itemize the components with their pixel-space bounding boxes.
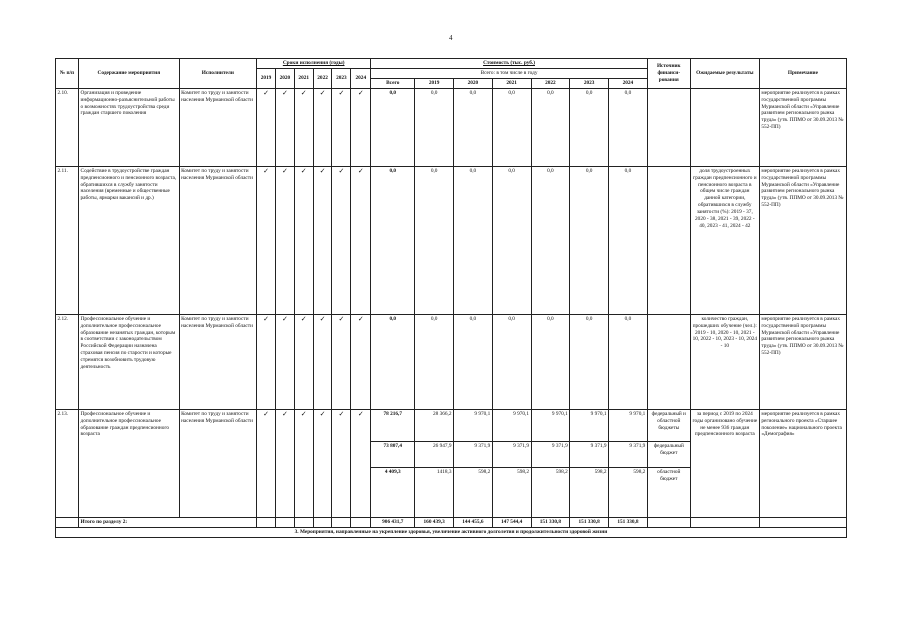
- row-result: доля трудоустроенных граждан предпенсионного и пенсионного возраста в общем числе граждан данной категории, обратившихся в службу занятости (%): 2019 - 37, 2020 - 38, 2021 - 39, 2022 - 40, 2023 - 41, 2024 - 42: [690, 166, 759, 314]
- cost-total: 78 216,7: [371, 409, 415, 441]
- header-total-incl: Всего: в том числе в году: [371, 68, 648, 78]
- cost-value: 9 970,1: [609, 409, 648, 441]
- table-row: [56, 166, 847, 314]
- cost-value: 0,0: [454, 314, 493, 409]
- cost-value: 0,0: [454, 88, 493, 166]
- header-notes: Примечание: [759, 59, 846, 89]
- cost-value: 26 947,9: [415, 441, 454, 467]
- cost-value: 0,0: [531, 314, 570, 409]
- check-mark: ✓: [351, 166, 371, 314]
- check-mark: ✓: [332, 314, 351, 409]
- cost-value: 0,0: [415, 166, 454, 314]
- cost-value: 598,2: [454, 467, 493, 517]
- row-content: Профессиональное обучение и дополнительное профессиональное образование незанятых граждан, которым в соответствии с законодательством Российской Федерации назначена страховая пенсия по старости и которые стремятся возобновить трудовую деятельность: [79, 314, 180, 409]
- header-cost-year: 2019: [415, 78, 454, 88]
- row-result: количество граждан, прошедших обучение (чел.): 2019 - 10, 2020 - 10, 2021 - 10, 2022 - 10, 2023 - 10, 2024 - 10: [690, 314, 759, 409]
- section-heading-row: [56, 527, 847, 537]
- header-cost-year: 2021: [492, 78, 531, 88]
- cost-value: 0,0: [609, 314, 648, 409]
- header-num: № п/п: [56, 59, 79, 89]
- check-mark: ✓: [257, 166, 276, 314]
- header-deadline-year: 2023: [332, 68, 351, 88]
- header-results: Ожидаемые результаты: [690, 59, 759, 89]
- total-sum: 906 431,7: [371, 517, 415, 527]
- row-source: [647, 166, 690, 314]
- check-mark: ✓: [275, 88, 294, 166]
- total-year: 151 330,8: [531, 517, 570, 527]
- cost-value: 598,2: [531, 467, 570, 517]
- row-source: [647, 314, 690, 409]
- row-executor: Комитет по труду и занятости населения Мурманской области: [179, 88, 257, 166]
- cost-value: 9 371,9: [492, 441, 531, 467]
- cost-value: 598,2: [492, 467, 531, 517]
- row-source: федеральный бюджет: [647, 441, 690, 467]
- total-label: Итого по разделу 2:: [79, 517, 257, 527]
- check-mark: ✓: [275, 314, 294, 409]
- cost-value: 28 366,2: [415, 409, 454, 441]
- check-mark: ✓: [313, 166, 332, 314]
- table-row: [56, 88, 847, 166]
- cost-value: 0,0: [415, 88, 454, 166]
- row-content: Организация и проведение информационно-разъяснительной работы о возможностях трудоустройства среди граждан старшего поколения: [79, 88, 180, 166]
- header-executors: Исполнители: [179, 59, 257, 89]
- activities-table: [55, 58, 847, 538]
- cost-total: 4 409,3: [371, 467, 415, 517]
- row-num: 2.10.: [56, 88, 79, 166]
- row-note: мероприятие реализуется в рамках регионального проекта «Старшее поколение» национального проекта «Демография»: [759, 409, 846, 517]
- row-content: Профессиональное обучение и дополнительное профессиональное образование граждан предпенсионного возраста: [79, 409, 180, 517]
- cost-value: 598,2: [570, 467, 609, 517]
- row-source: федеральный и областной бюджеты: [647, 409, 690, 441]
- total-year: 151 330,8: [609, 517, 648, 527]
- cost-value: 0,0: [570, 166, 609, 314]
- check-mark: ✓: [313, 409, 332, 517]
- header-deadlines: Сроки исполнения (годы): [257, 59, 371, 69]
- check-mark: ✓: [294, 88, 313, 166]
- row-executor: Комитет по труду и занятости населения Мурманской области: [179, 314, 257, 409]
- row-result: за период с 2019 по 2024 годы организовано обучение не менее 936 граждан предпенсионного возраста: [690, 409, 759, 517]
- row-result: [690, 88, 759, 166]
- cost-value: 9 970,1: [570, 409, 609, 441]
- header-cost-year: 2023: [570, 78, 609, 88]
- cost-value: 9 371,9: [570, 441, 609, 467]
- check-mark: ✓: [275, 409, 294, 517]
- cost-value: 0,0: [492, 88, 531, 166]
- check-mark: ✓: [351, 314, 371, 409]
- header-deadline-year: 2019: [257, 68, 276, 88]
- check-mark: ✓: [294, 166, 313, 314]
- row-note: мероприятие реализуется в рамках государственной программы Мурманской области «Управление развитием регионального рынка труда» (утв. ППМО от 30.09.2013 № 552-ПП): [759, 88, 846, 166]
- cost-value: 9 371,9: [609, 441, 648, 467]
- header-deadline-year: 2021: [294, 68, 313, 88]
- table-row: [56, 314, 847, 409]
- cost-value: 9 371,9: [454, 441, 493, 467]
- cost-value: 9 970,1: [531, 409, 570, 441]
- check-mark: ✓: [351, 88, 371, 166]
- row-content: Содействие в трудоустройстве граждан предпенсионного и пенсионного возраста, обратившихся в службу занятости населения (временные и общественные работы, ярмарки вакансий и др.): [79, 166, 180, 314]
- header-cost-year: 2020: [454, 78, 493, 88]
- header-cost-year: 2024: [609, 78, 648, 88]
- total-year: 160 439,3: [415, 517, 454, 527]
- cost-value: 1418,3: [415, 467, 454, 517]
- row-num: 2.11.: [56, 166, 79, 314]
- check-mark: ✓: [275, 166, 294, 314]
- cost-value: 0,0: [454, 166, 493, 314]
- row-num: 2.13.: [56, 409, 79, 517]
- cost-value: 0,0: [492, 166, 531, 314]
- cost-value: 0,0: [531, 166, 570, 314]
- cost-value: 0,0: [531, 88, 570, 166]
- table-row: [56, 409, 847, 441]
- cost-value: 598,2: [609, 467, 648, 517]
- cost-value: 0,0: [415, 314, 454, 409]
- cost-total: 0,0: [371, 88, 415, 166]
- cost-total: 0,0: [371, 314, 415, 409]
- check-mark: ✓: [351, 409, 371, 517]
- cost-value: 9 371,9: [531, 441, 570, 467]
- header-cost: Стоимость (тыс. руб.): [371, 59, 648, 69]
- total-year: 144 455,6: [454, 517, 493, 527]
- header-deadline-year: 2024: [351, 68, 371, 88]
- header-deadline-year: 2022: [313, 68, 332, 88]
- check-mark: ✓: [313, 314, 332, 409]
- cost-value: 0,0: [570, 88, 609, 166]
- row-num: 2.12.: [56, 314, 79, 409]
- cost-total: 73 807,4: [371, 441, 415, 467]
- cost-value: 0,0: [609, 166, 648, 314]
- header-deadline-year: 2020: [275, 68, 294, 88]
- check-mark: ✓: [313, 88, 332, 166]
- cost-value: 0,0: [609, 88, 648, 166]
- cost-value: 9 970,1: [454, 409, 493, 441]
- check-mark: ✓: [294, 409, 313, 517]
- header-sources: Источник финанси-рования: [647, 59, 690, 89]
- row-executor: Комитет по труду и занятости населения Мурманской области: [179, 166, 257, 314]
- cost-value: 9 970,1: [492, 409, 531, 441]
- check-mark: ✓: [332, 166, 351, 314]
- row-source: [647, 88, 690, 166]
- row-note: мероприятие реализуется в рамках государственной программы Мурманской области «Управление развитием регионального рынка труда» (утв. ППМО от 30.09.2013 № 552-ПП): [759, 314, 846, 409]
- header-content: Содержание мероприятия: [79, 59, 180, 89]
- header-cost-total: Всего: [371, 78, 415, 88]
- row-note: мероприятие реализуется в рамках государственной программы Мурманской области «Управление развитием регионального рынка труда» (утв. ППМО от 30.09.2013 № 552-ПП): [759, 166, 846, 314]
- row-executor: Комитет по труду и занятости населения Мурманской области: [179, 409, 257, 517]
- total-year: 147 544,4: [492, 517, 531, 527]
- check-mark: ✓: [257, 88, 276, 166]
- check-mark: ✓: [257, 314, 276, 409]
- check-mark: ✓: [294, 314, 313, 409]
- check-mark: ✓: [332, 409, 351, 517]
- cost-value: 0,0: [570, 314, 609, 409]
- check-mark: ✓: [257, 409, 276, 517]
- section-3-title: 3. Мероприятия, направленные на укрепление здоровья, увеличение активного долголетия и продолжительности здоровой жизни: [56, 527, 847, 537]
- total-row: [56, 517, 847, 527]
- cost-value: 0,0: [492, 314, 531, 409]
- page-number: 4: [449, 34, 453, 42]
- check-mark: ✓: [332, 88, 351, 166]
- header-cost-year: 2022: [531, 78, 570, 88]
- total-year: 151 330,8: [570, 517, 609, 527]
- cost-total: 0,0: [371, 166, 415, 314]
- row-source: областной бюджет: [647, 467, 690, 517]
